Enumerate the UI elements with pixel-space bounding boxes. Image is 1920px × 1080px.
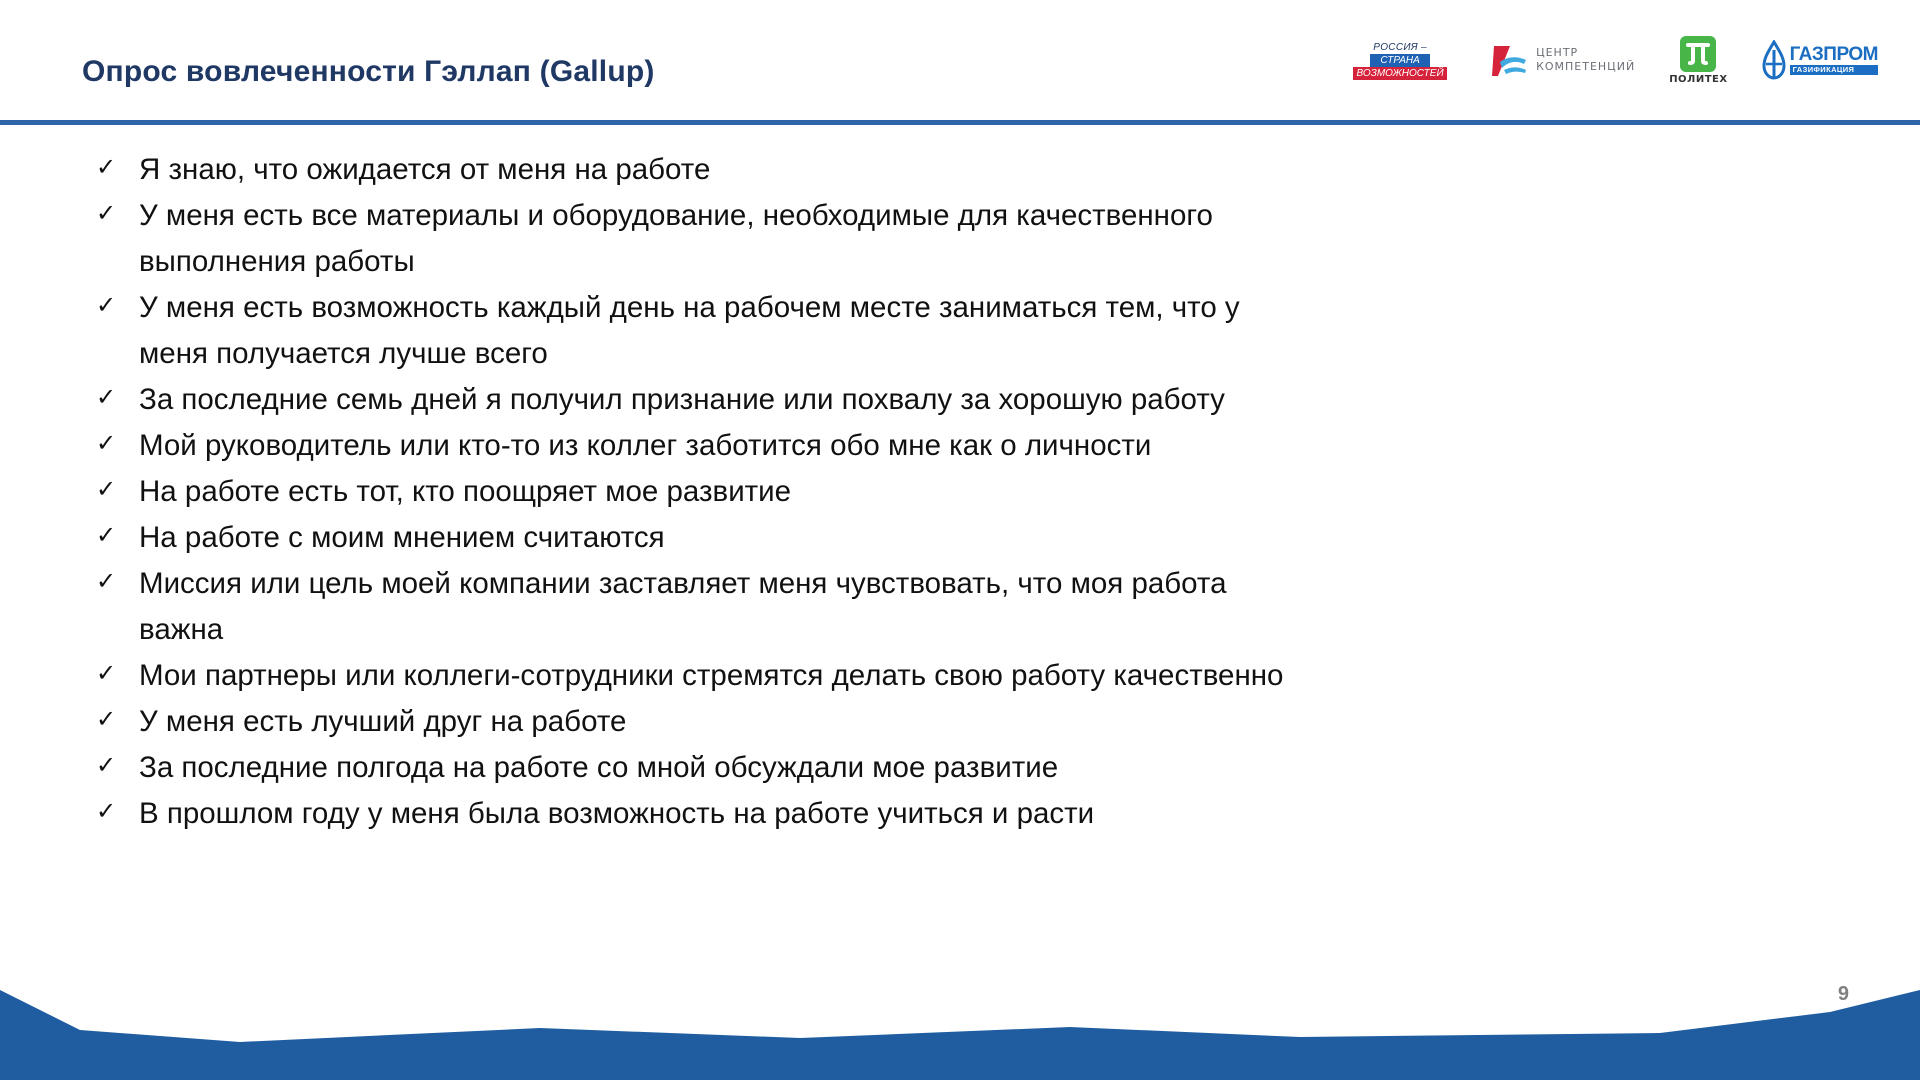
competence-center-line1: ЦЕНТР — [1536, 46, 1579, 59]
checkmark-icon: ✓ — [96, 153, 117, 181]
list-item — [96, 699, 1316, 745]
russia-logo-line1: РОССИЯ – — [1373, 41, 1427, 53]
list-item — [96, 515, 1316, 561]
list-item-text: Миссия или цель моей компании заставляет меня чувствовать, что моя работа важна — [139, 567, 1227, 646]
politech-label: ПОЛИТЕХ — [1669, 73, 1728, 85]
competence-center-logo — [1488, 40, 1635, 80]
list-item-text: У меня есть возможность каждый день на рабочем месте заниматься тем, что у меня получается лучше всего — [139, 291, 1240, 370]
gazprom-subtitle: ГАЗИФИКАЦИЯ — [1790, 65, 1878, 75]
list-item-text: Я знаю, что ожидается от меня на работе — [139, 153, 711, 186]
checkmark-icon: ✓ — [96, 567, 117, 595]
list-item-text: У меня есть все материалы и оборудование, необходимые для качественного выполнения работы — [139, 199, 1213, 278]
checkmark-icon: ✓ — [96, 429, 117, 457]
checkmark-icon: ✓ — [96, 659, 117, 687]
checkmark-icon: ✓ — [96, 199, 117, 227]
list-item — [96, 147, 1316, 193]
list-item — [96, 791, 1316, 837]
gazprom-flame-icon — [1762, 40, 1786, 80]
checkmark-icon: ✓ — [96, 797, 117, 825]
list-item — [96, 745, 1316, 791]
competence-center-icon — [1488, 40, 1528, 80]
competence-center-line2: КОМПЕТЕНЦИЙ — [1536, 60, 1636, 73]
checkmark-icon: ✓ — [96, 705, 117, 733]
list-item — [96, 193, 1316, 285]
list-item-text: У меня есть лучший друг на работе — [139, 705, 627, 738]
list-item — [96, 469, 1316, 515]
checkmark-icon: ✓ — [96, 291, 117, 319]
politech-icon — [1680, 36, 1716, 72]
list-item — [96, 423, 1316, 469]
list-item — [96, 377, 1316, 423]
gazprom-wordmark: ГАЗПРОМ — [1789, 44, 1878, 65]
footer-wave — [0, 990, 1920, 1080]
slide-title: Опрос вовлеченности Гэллап (Gallup) — [82, 55, 655, 88]
page-number: 9 — [1837, 983, 1849, 1005]
list-item — [96, 285, 1316, 377]
partner-logos — [1346, 30, 1878, 90]
russia-opportunities-logo — [1346, 41, 1454, 80]
russia-logo-line3: ВОЗМОЖНОСТЕЙ — [1353, 67, 1446, 80]
list-item-text: За последние семь дней я получил признание или похвалу за хорошую работу — [139, 383, 1225, 416]
checkmark-icon: ✓ — [96, 475, 117, 503]
list-item-text: В прошлом году у меня была возможность на работе учиться и расти — [139, 797, 1095, 830]
list-item — [96, 653, 1316, 699]
checkmark-icon: ✓ — [96, 751, 117, 779]
list-item — [96, 561, 1316, 653]
survey-question-list — [96, 147, 1316, 837]
politech-logo — [1669, 36, 1727, 85]
russia-logo-line2: СТРАНА — [1370, 54, 1429, 67]
list-item-text: Мои партнеры или коллеги-сотрудники стремятся делать свою работу качественно — [139, 659, 1284, 692]
checkmark-icon: ✓ — [96, 383, 117, 411]
checkmark-icon: ✓ — [96, 521, 117, 549]
header-divider — [0, 120, 1920, 125]
list-item-text: За последние полгода на работе со мной обсуждали мое развитие — [139, 751, 1059, 784]
list-item-text: На работе с моим мнением считаются — [139, 521, 665, 554]
list-item-text: Мой руководитель или кто-то из коллег заботится обо мне как о личности — [139, 429, 1152, 462]
gazprom-logo — [1762, 40, 1878, 80]
list-item-text: На работе есть тот, кто поощряет мое развитие — [139, 475, 792, 508]
